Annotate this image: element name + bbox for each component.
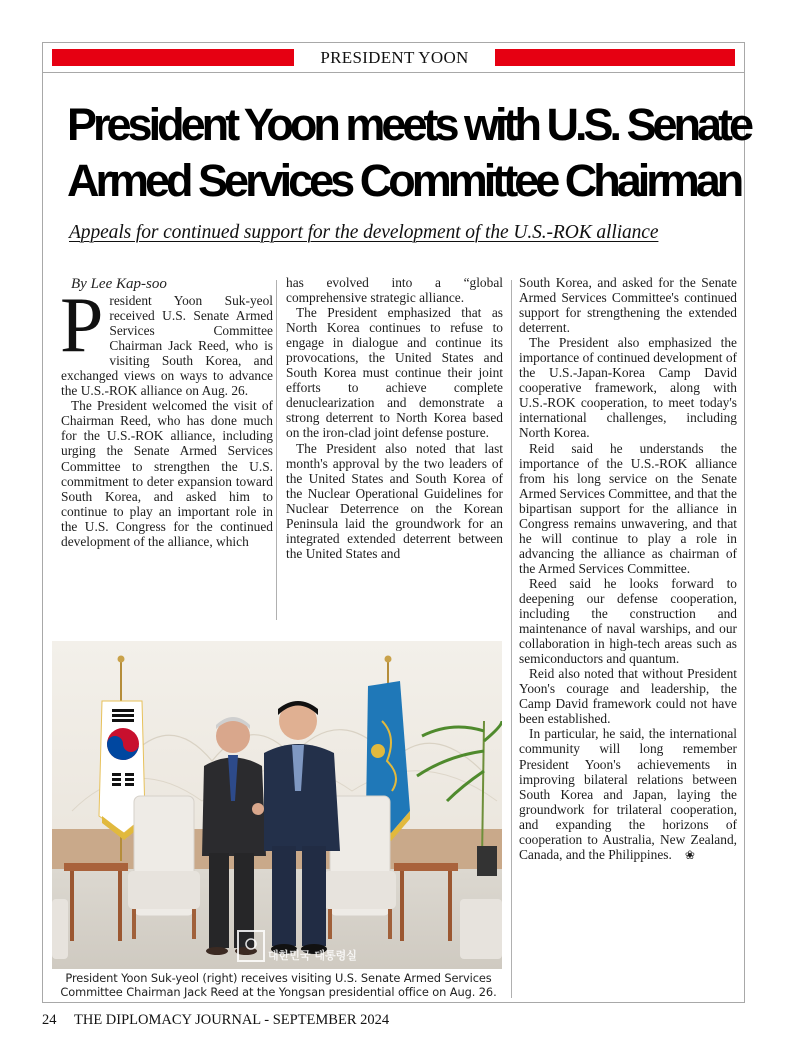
page-number: 24 [42,1012,57,1028]
paragraph: The President also emphasized the importance of continued development of the U.S.-Japan-Korea Camp David cooperative framework, along with U.S.-ROK cooperation, to meet today's international challenges, including North Korea. [519,335,737,441]
subheadline: Appeals for continued support for the development of the U.S.-ROK alliance [69,222,659,243]
caption-line-1: President Yoon Suk-yeol (right) receives visiting U.S. Senate Armed Services [65,971,492,985]
paragraph-text: In particular, he said, the international community will long remember President Yoon's achievements in improving bilateral relations between South Korea and Japan, laying the groundwork for trilateral cooperation, and expanding the horizons of cooperation to Australia, New Zealand, Canada, and the Philippines. [519,726,737,862]
photo-caption [51,971,506,999]
paragraph: The President also noted that last month's approval by the two leaders of the United States and South Korea of the Nuclear Operational Guidelines for Nuclear Deterrence on the Korean Peninsula laid the groundwork for an integrated extended deterrent between the United States and [286,440,503,561]
paragraph: Reed said he looks forward to deepening our defense cooperation, including the construction and maintenance of naval warships, and our collaboration in high-tech areas such as semiconductors and quantum. [519,575,737,667]
paragraph: Reid also noted that without President Yoon's courage and leadership, the Camp David framework could not have been established. [519,666,737,727]
drop-cap: P [60,281,104,368]
article-column-2 [286,275,503,561]
publication-name: THE DIPLOMACY JOURNAL - SEPTEMBER 2024 [74,1012,390,1028]
sofa-edge-right [460,899,502,959]
flag-finial [385,656,392,663]
section-red-bar-right [495,49,735,66]
article-column-1 [61,275,273,549]
flag-finial [118,656,125,663]
end-mark-icon: ❀ [684,847,695,862]
paragraph: Reid said he understands the importance of the U.S.-ROK alliance from his long service on the Senate Armed Services Committee, and that the bipartisan support for the alliance in Congress remains unwavering, and that he will continue to play a role in advancing the alliance as chairman of the Armed Services Committee. [519,440,737,576]
sofa-edge-left [52,899,68,959]
headline [67,97,751,209]
paragraph [519,726,737,862]
headline-line-2: Armed Services Committee Chairman [67,155,741,206]
page-footer [42,1011,389,1029]
paragraph: has evolved into a “global comprehensive strategic alliance. [286,275,503,306]
phoenix-emblem [371,744,385,758]
paragraph: South Korea, and asked for the Senate Armed Services Committee's continued support for strengthening the extended deterrent. [519,275,737,336]
article-photo [52,641,502,969]
paragraph: The President welcomed the visit of Chairman Reed, who has done much for the U.S.-ROK alliance, including urging the Senate Armed Services Committee to strengthen the U.S. commitment to deter expansion toward South Korea, and asked him to continue to play an important role in the U.S. Congress for the continued development of the alliance, which [61,398,273,549]
paragraph: The President emphasized that as North Korea continues to refuse to engage in dialogue and continue its provocations, the United States and South Korea must continue their joint efforts to achieve complete denuclearization and demonstrate a strong deterrent to North Korea based on the iron-clad joint defense posture. [286,305,503,441]
section-label: PRESIDENT YOON [320,48,469,67]
handshake [252,803,264,815]
section-header [43,43,744,73]
column-divider [511,280,512,998]
article-frame [42,42,751,1003]
caption-line-2: Committee Chairman Jack Reed at the Yongsan presidential office on Aug. 26. [60,985,497,999]
section-red-bar-left [52,49,294,66]
article-column-3 [519,275,737,863]
photo-illustration [52,641,502,969]
column-divider [276,280,277,620]
headline-line-1: President Yoon meets with U.S. Senate [67,99,751,150]
byline: By Lee Kap-soo [71,276,167,292]
paragraph-text: resident Yoon Suk-yeol received U.S. Senate Armed Services Committee Chairman Jack Reed, who is visiting South Korea, and exchanged views on ways to advance the U.S.-ROK alliance on Aug. 26. [61,293,273,399]
watermark-text: 대한민국 대통령실 [268,949,357,962]
